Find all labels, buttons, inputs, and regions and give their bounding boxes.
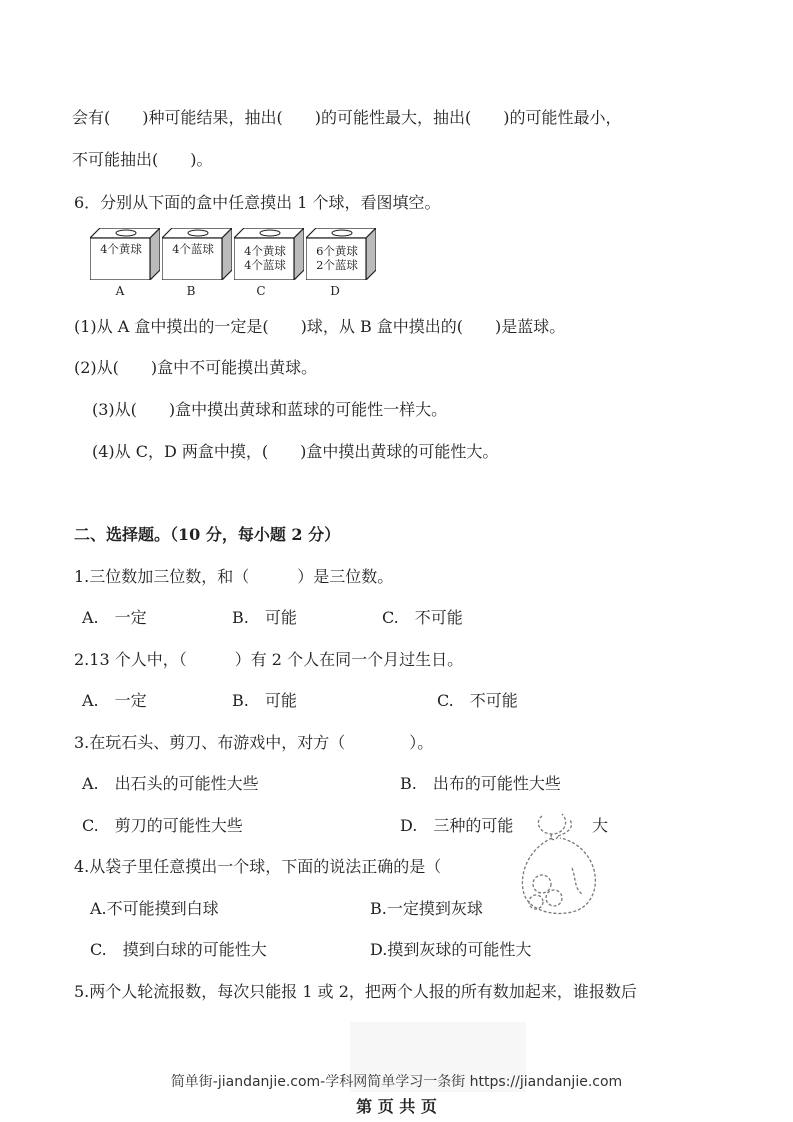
ball-bag-illustration [512, 808, 604, 920]
box-d [306, 228, 376, 280]
sub-question-3: (3)从( )盒中摸出黄球和蓝球的可能性一样大。 [92, 400, 448, 419]
box-b [162, 228, 232, 280]
box-c-content: 4个黄球 4个蓝球 [244, 244, 286, 272]
box-label-a: A [115, 284, 125, 298]
option-3a: A. 出石头的可能性大些 [82, 774, 259, 793]
option-1a: A. 一定 [82, 608, 147, 627]
option-4a: A.不可能摸到白球 [90, 899, 219, 918]
option-3c: C. 剪刀的可能性大些 [82, 816, 243, 835]
option-1b: B. 可能 [232, 608, 297, 627]
sub-question-1: (1)从 A 盒中摸出的一定是( )球，从 B 盒中摸出的( )是蓝球。 [74, 317, 566, 336]
option-1c: C. 不可能 [382, 608, 463, 627]
choice-question-4: 4.从袋子里任意摸出一个球，下面的说法正确的是（ [74, 857, 442, 876]
line-continuation-2: 不可能抽出( )。 [72, 150, 213, 169]
choice-question-1: 1.三位数加三位数，和（ ）是三位数。 [74, 567, 394, 586]
box-c [234, 228, 304, 280]
line-continuation-1: 会有( )种可能结果，抽出( )的可能性最大，抽出( )的可能性最小， [72, 108, 622, 127]
question-6-title: 6．分别从下面的盒中任意摸出 1 个球，看图填空。 [74, 193, 441, 212]
section-title: 二、选择题。（10 分，每小题 2 分） [74, 525, 341, 544]
option-4d: D.摸到灰球的可能性大 [370, 940, 532, 959]
option-4c: C. 摸到白球的可能性大 [90, 940, 267, 959]
box-label-c: C [256, 284, 266, 298]
box-label-d: D [330, 284, 340, 298]
option-2b: B. 可能 [232, 691, 297, 710]
option-3d: D. 三种的可能 [400, 816, 514, 835]
footer-text: 简单街-jiandanjie.com-学科网简单学习一条街 https://jiandanjie.com [170, 1074, 623, 1090]
choice-question-2: 2.13 个人中，（ ）有 2 个人在同一个月过生日。 [74, 650, 464, 669]
option-4b: B.一定摸到灰球 [370, 899, 483, 918]
choice-question-3: 3.在玩石头、剪刀、布游戏中，对方（ ）。 [74, 733, 434, 752]
page-number: 第 页 共 页 [356, 1097, 437, 1116]
option-2a: A. 一定 [82, 691, 147, 710]
choice-question-5: 5.两个人轮流报数，每次只能报 1 或 2，把两个人报的所有数加起来，谁报数后 [74, 982, 637, 1001]
option-2c: C. 不可能 [437, 691, 518, 710]
option-3d-tail: 大 [592, 816, 609, 835]
box-b-content: 4个蓝球 [172, 242, 214, 256]
option-3b: B. 出布的可能性大些 [400, 774, 561, 793]
sub-question-4: (4)从 C，D 两盒中摸，( )盒中摸出黄球的可能性大。 [92, 442, 499, 461]
bag-drawing [512, 808, 604, 920]
box-a [90, 228, 160, 280]
sub-question-2: (2)从( )盒中不可能摸出黄球。 [74, 358, 318, 377]
box-label-b: B [186, 284, 196, 298]
box-d-content: 6个黄球 2个蓝球 [316, 244, 358, 272]
box-a-content: 4个黄球 [100, 242, 142, 256]
